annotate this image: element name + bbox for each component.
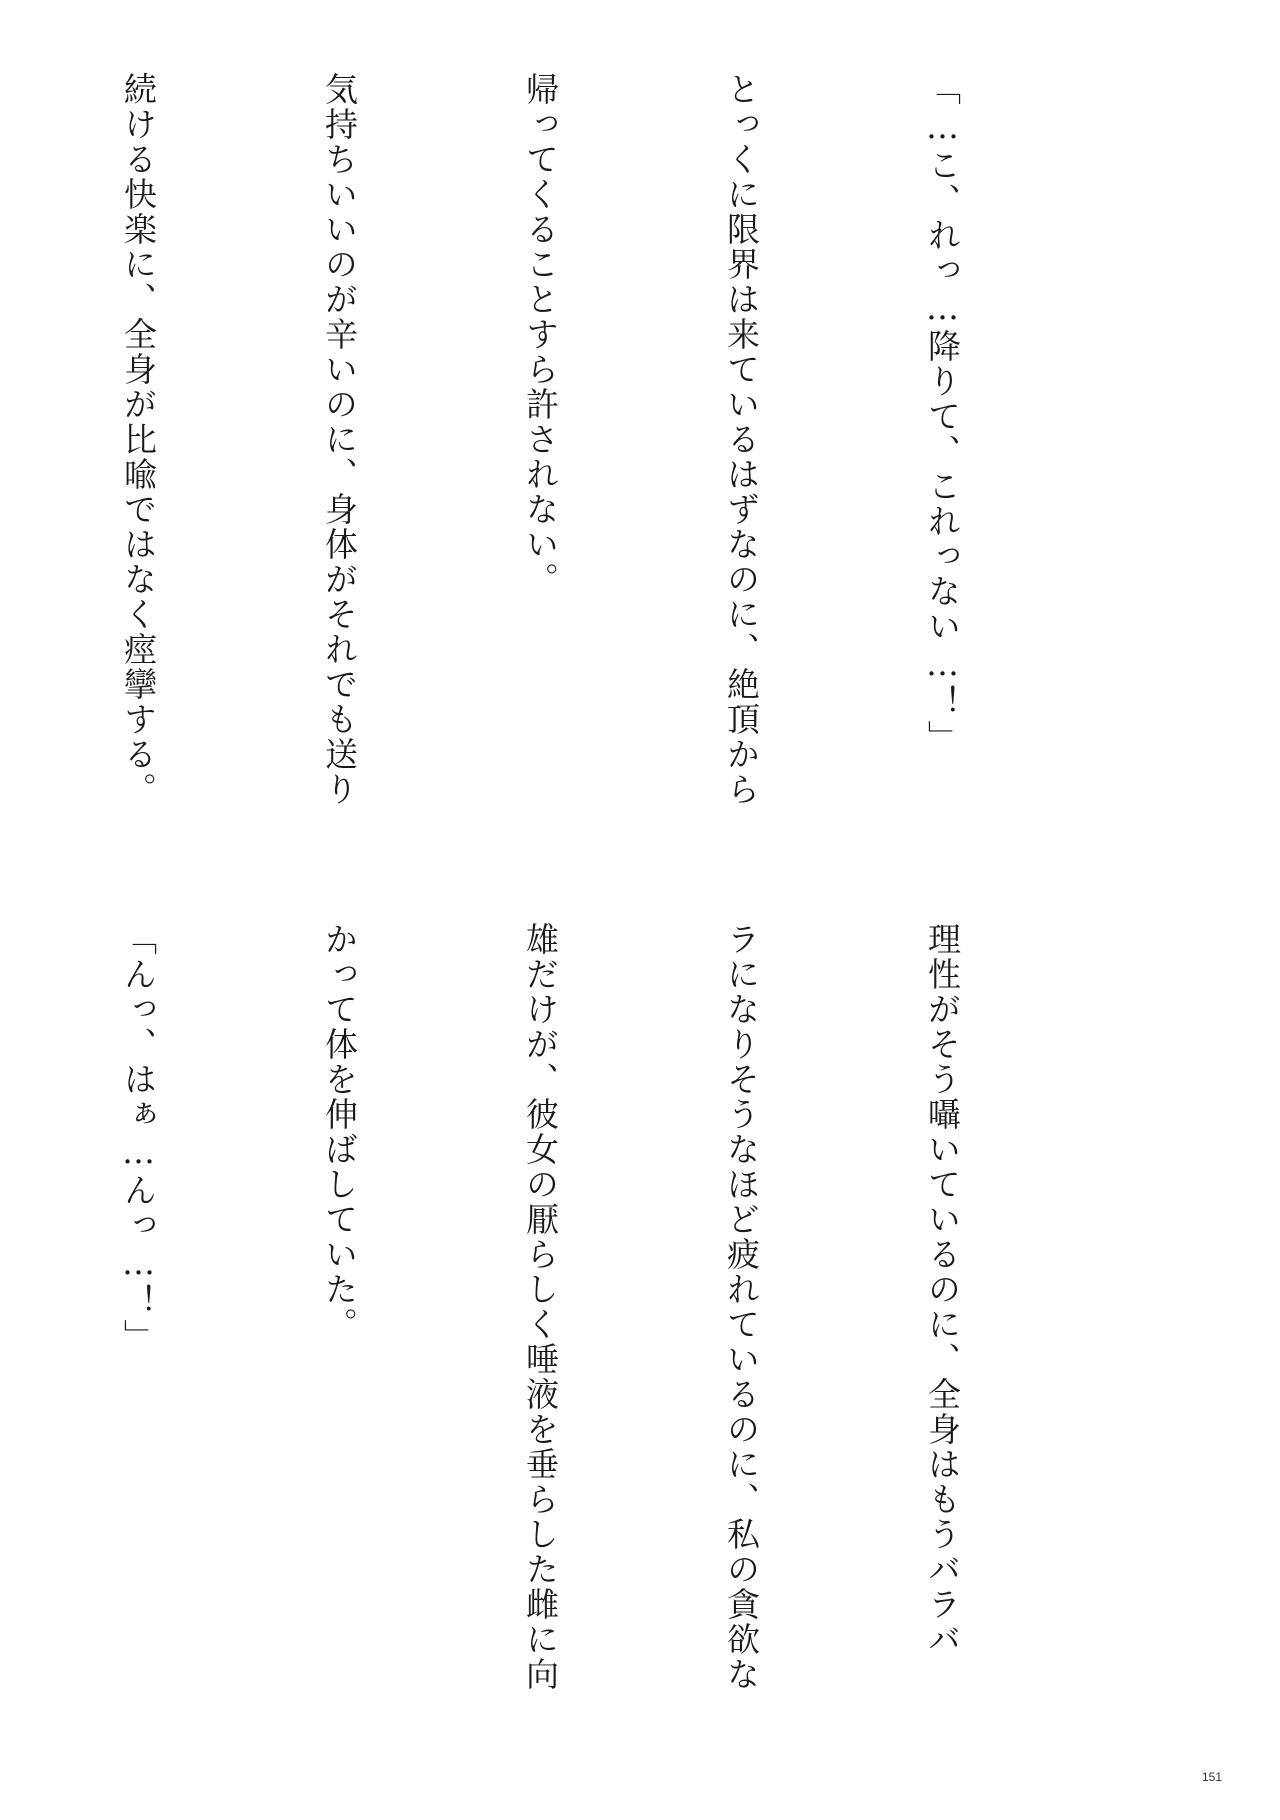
text-line: 理性がそう囁いているのに、全身はもうバラバ	[923, 922, 962, 1657]
text-line: 帰ってくることすら許されない。	[521, 72, 560, 597]
text-line: ラになりそうなほど疲れているのに、私の貪欲な	[722, 922, 761, 1692]
text-line: 「…こ、れっ…降りて、これっない…！」	[923, 72, 962, 755]
text-line: 気持ちいいのが辛いのに、身体がそれでも送り	[320, 72, 359, 807]
text-line: 「んっ、はぁ…んっ…！」	[119, 922, 158, 1354]
text-block-top	[0, 72, 1110, 862]
page-number: 151	[1201, 1770, 1222, 1784]
text-line: 続ける快楽に、全身が比喩ではなく痙攣する。	[119, 72, 158, 807]
text-line: かって体を伸ばしていた。	[320, 922, 359, 1342]
text-block-bottom	[0, 922, 1110, 1762]
text-line: 雄だけが、彼女の厭らしく唾液を垂らした雌に向	[521, 922, 560, 1692]
text-line: とっくに限界は来ているはずなのに、絶頂から	[722, 72, 761, 807]
